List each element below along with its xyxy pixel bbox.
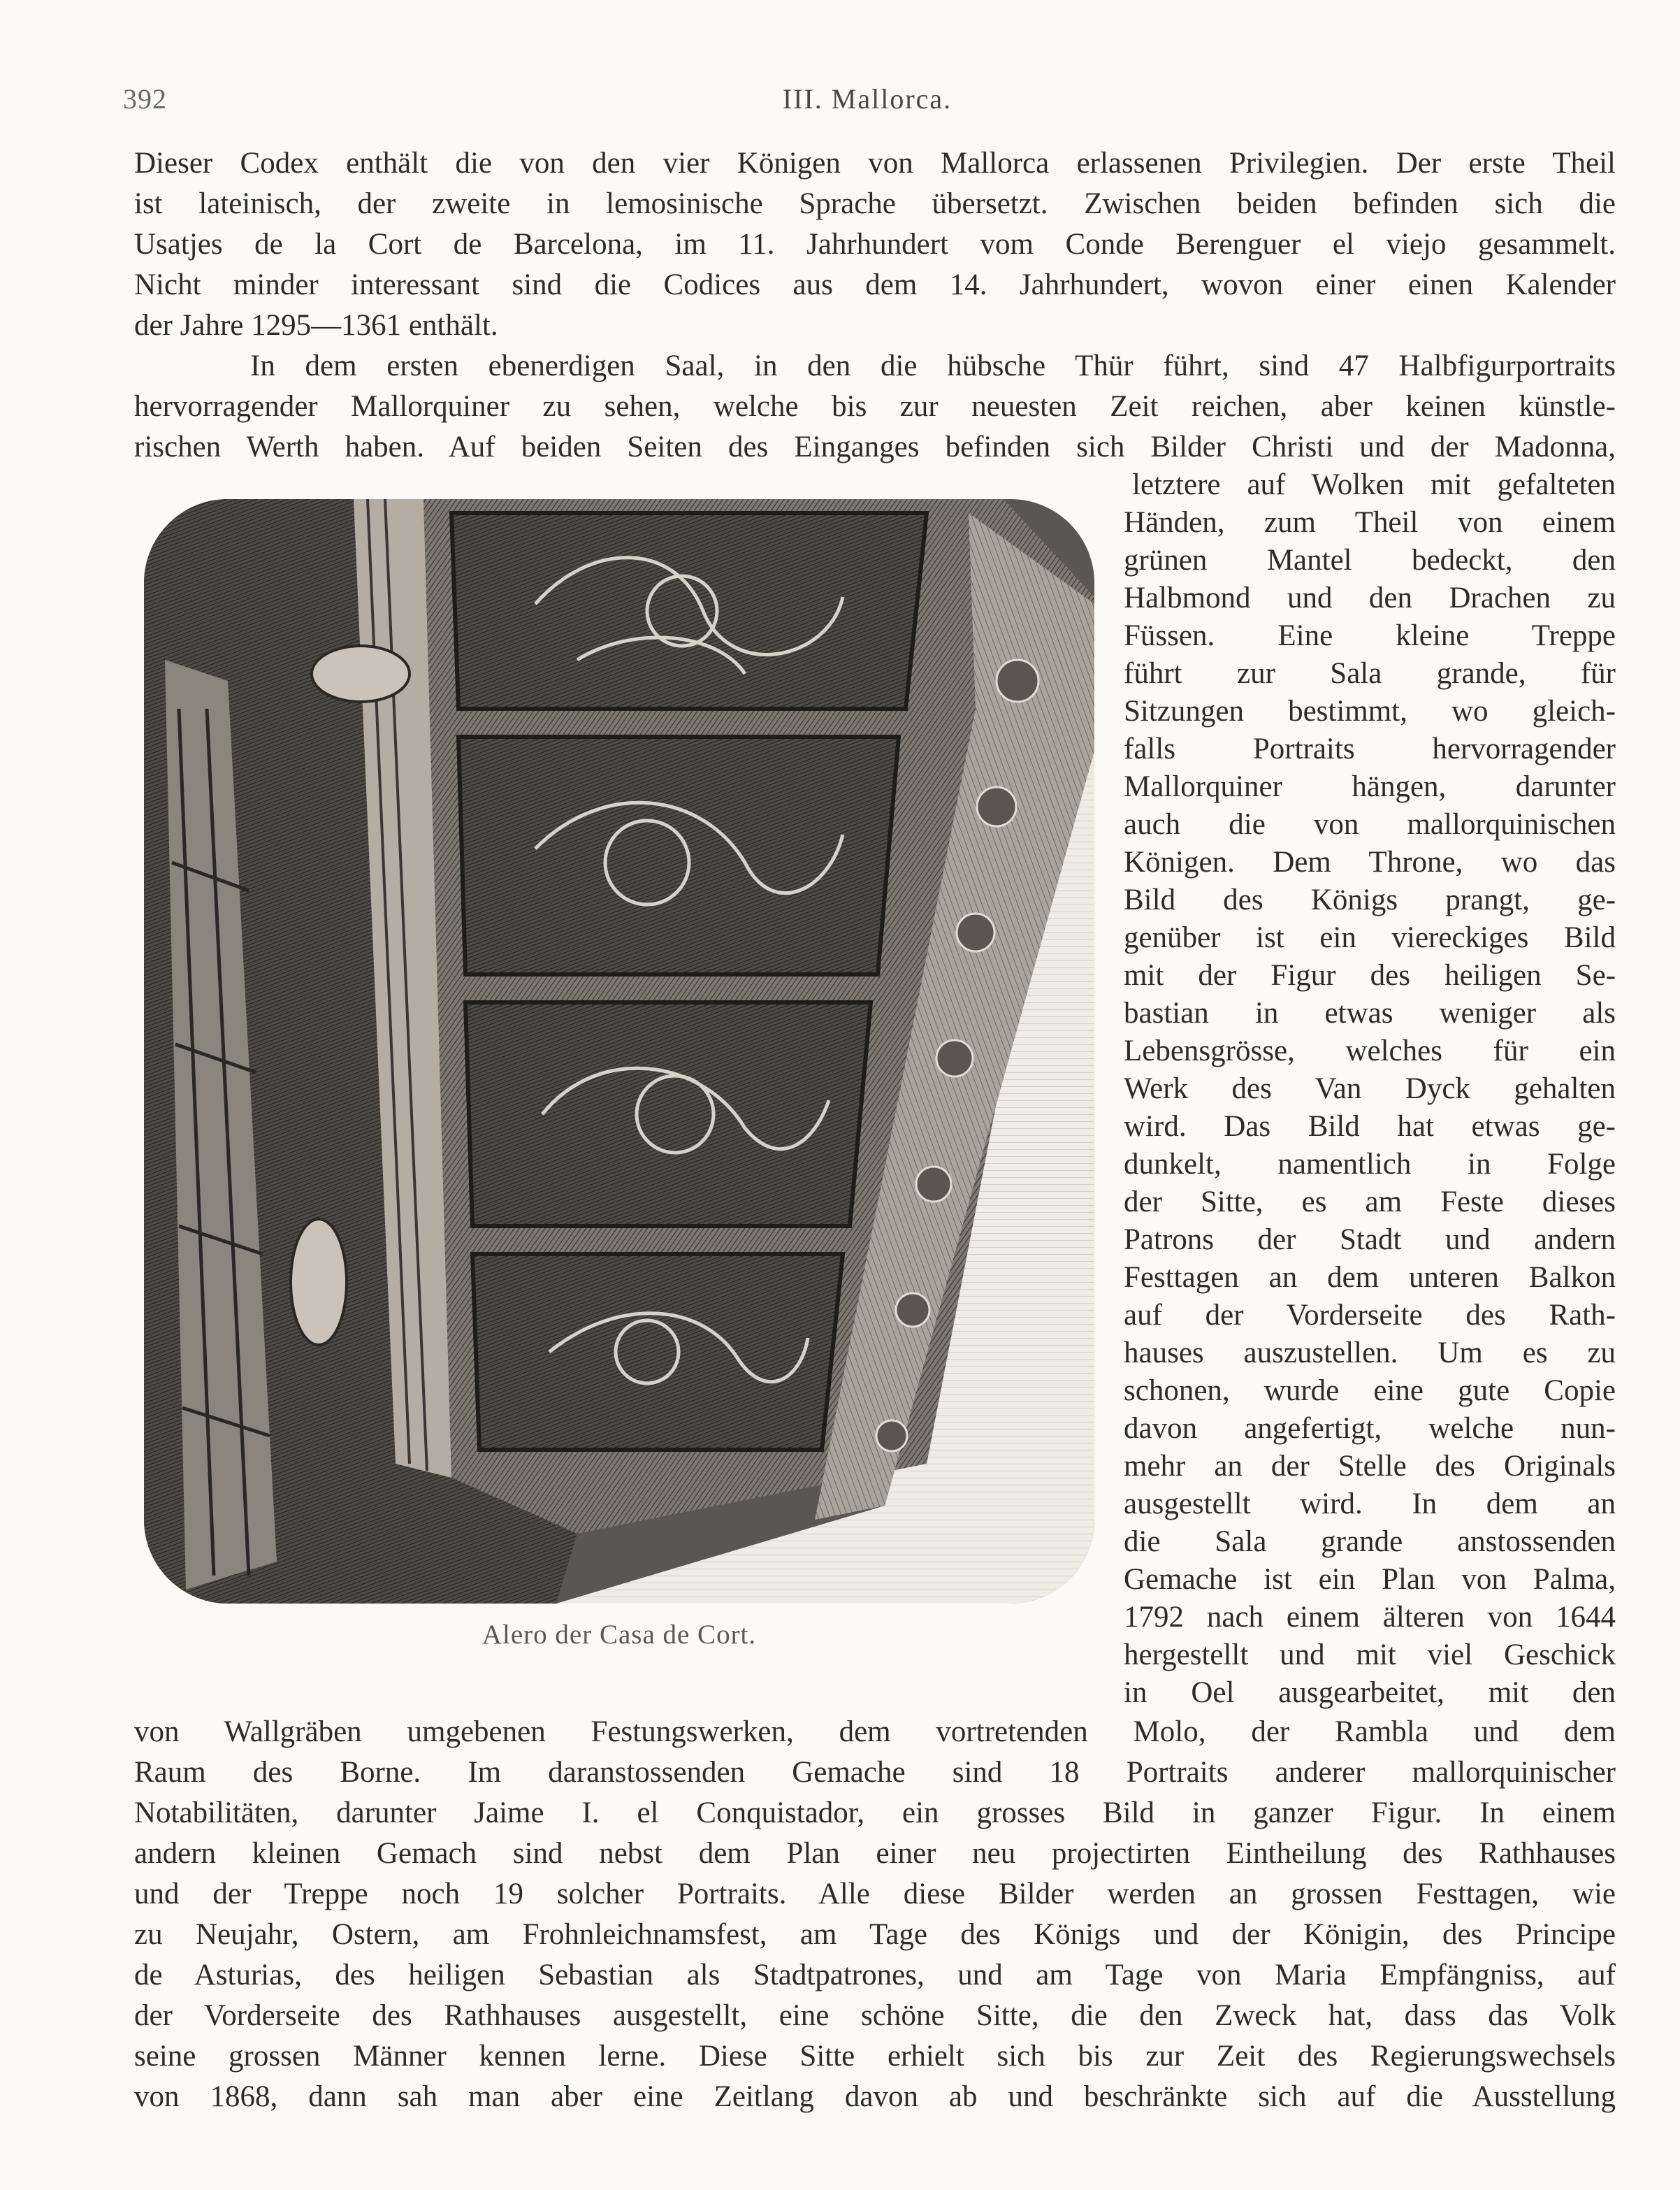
text-line: Notabilitäten, darunter Jaime I. el Conquistador, ein grosses Bild in ganzer Figur. In einem	[134, 1796, 1616, 1829]
text-line: auf der Vorderseite des Rath-	[1124, 1299, 1616, 1332]
text-line: 1792 nach einem älteren von 1644	[1124, 1601, 1616, 1634]
text-line: Nicht minder interessant sind die Codices aus dem 14. Jahrhundert, wovon einer einen Kalender	[134, 268, 1616, 301]
text-line: genüber ist ein viereckiges Bild	[1124, 921, 1616, 954]
text-line: schonen, wurde eine gute Copie	[1124, 1374, 1616, 1407]
text-line: der Vorderseite des Rathhauses ausgestellt, eine schöne Sitte, die den Zweck hat, dass das Volk	[134, 1999, 1616, 2032]
text-line: rischen Werth haben. Auf beiden Seiten des Einganges befinden sich Bilder Christi und der Madonna,	[134, 431, 1616, 463]
text-line: Raum des Borne. Im daranstossenden Gemache sind 18 Portraits anderer mallorquinischer	[134, 1756, 1616, 1789]
text-line: letztere auf Wolken mit gefalteten	[1132, 468, 1616, 501]
text-line: wird. Das Bild hat etwas ge-	[1124, 1110, 1616, 1143]
text-line: Händen, zum Theil von einem	[1124, 506, 1616, 539]
text-line: mehr an der Stelle des Originals	[1124, 1450, 1616, 1483]
text-line: falls Portraits hervorragender	[1124, 733, 1616, 765]
text-line: grünen Mantel bedeckt, den	[1124, 544, 1616, 577]
text-line: Patrons der Stadt und andern	[1124, 1223, 1616, 1256]
text-line: die Sala grande anstossenden	[1124, 1525, 1616, 1558]
text-line: ist lateinisch, der zweite in lemosinische Sprache übersetzt. Zwischen beiden befinden sich die	[134, 187, 1616, 220]
text-line: von 1868, dann sah man aber eine Zeitlang davon ab und beschränkte sich auf die Ausstellung	[134, 2080, 1616, 2113]
text-line: Halbmond und den Drachen zu	[1124, 582, 1616, 614]
text-line: Usatjes de la Cort de Barcelona, im 11. Jahrhundert vom Conde Berenguer el viejo gesammelt.	[134, 228, 1616, 261]
running-title: III. Mallorca.	[782, 83, 953, 115]
text-line: hauses auszustellen. Um es zu	[1124, 1337, 1616, 1369]
text-line: ausgestellt wird. In dem an	[1124, 1487, 1616, 1520]
text-line: Gemache ist ein Plan von Palma,	[1124, 1563, 1616, 1596]
engraving-drawing	[144, 499, 1094, 1604]
text-line: der Jahre 1295—1361 enthält.	[134, 309, 498, 342]
text-line: andern kleinen Gemach sind nebst dem Plan einer neu projectirten Eintheilung des Rathhauses	[134, 1837, 1616, 1870]
text-line: hergestellt und mit viel Geschick	[1124, 1638, 1616, 1671]
text-line: zu Neujahr, Ostern, am Frohnleichnamsfest, am Tage des Königs und der Königin, des Principe	[134, 1918, 1616, 1951]
text-line: Sitzungen bestimmt, wo gleich-	[1124, 695, 1616, 728]
text-line: mit der Figur des heiligen Se-	[1124, 959, 1616, 992]
text-line: Werk des Van Dyck gehalten	[1124, 1072, 1616, 1105]
page-number: 392	[123, 83, 167, 115]
text-line: auch die von mallorquinischen	[1124, 808, 1616, 841]
figure-caption: Alero der Casa de Cort.	[481, 1620, 757, 1650]
text-line: hervorragender Mallorquiner zu sehen, welche bis zur neuesten Zeit reichen, aber keinen künstle-	[134, 390, 1616, 423]
engraving-illustration	[144, 499, 1094, 1604]
text-line: seine grossen Männer kennen lerne. Diese Sitte erhielt sich bis zur Zeit des Regierungswechsels	[134, 2040, 1616, 2073]
text-line: Bild des Königs prangt, ge-	[1124, 884, 1616, 916]
text-line: Königen. Dem Throne, wo das	[1124, 846, 1616, 879]
text-line: Dieser Codex enthält die von den vier Königen von Mallorca erlassenen Privilegien. Der erste Theil	[134, 147, 1616, 180]
text-line: der Sitte, es am Feste dieses	[1124, 1186, 1616, 1218]
text-line: dunkelt, namentlich in Folge	[1124, 1148, 1616, 1181]
text-line: bastian in etwas weniger als	[1124, 997, 1616, 1030]
text-line: Mallorquiner hängen, darunter	[1124, 770, 1616, 803]
text-line: führt zur Sala grande, für	[1124, 657, 1616, 690]
text-line: Lebensgrösse, welches für ein	[1124, 1035, 1616, 1067]
text-line: in Oel ausgearbeitet, mit den	[1124, 1676, 1616, 1709]
running-head	[123, 82, 1612, 124]
text-line: In dem ersten ebenerdigen Saal, in den die hübsche Thür führt, sind 47 Halbfigurportraits	[250, 350, 1616, 382]
text-line: und der Treppe noch 19 solcher Portraits. Alle diese Bilder werden an grossen Festtagen, wie	[134, 1878, 1616, 1910]
text-line: davon angefertigt, welche nun-	[1124, 1412, 1616, 1445]
text-line: Festtagen an dem unteren Balkon	[1124, 1261, 1616, 1294]
text-line: Füssen. Eine kleine Treppe	[1124, 619, 1616, 652]
text-line: von Wallgräben umgebenen Festungswerken, dem vortretenden Molo, der Rambla und dem	[134, 1715, 1616, 1748]
text-line: de Asturias, des heiligen Sebastian als Stadtpatrones, und am Tage von Maria Empfängniss, auf	[134, 1959, 1616, 1991]
